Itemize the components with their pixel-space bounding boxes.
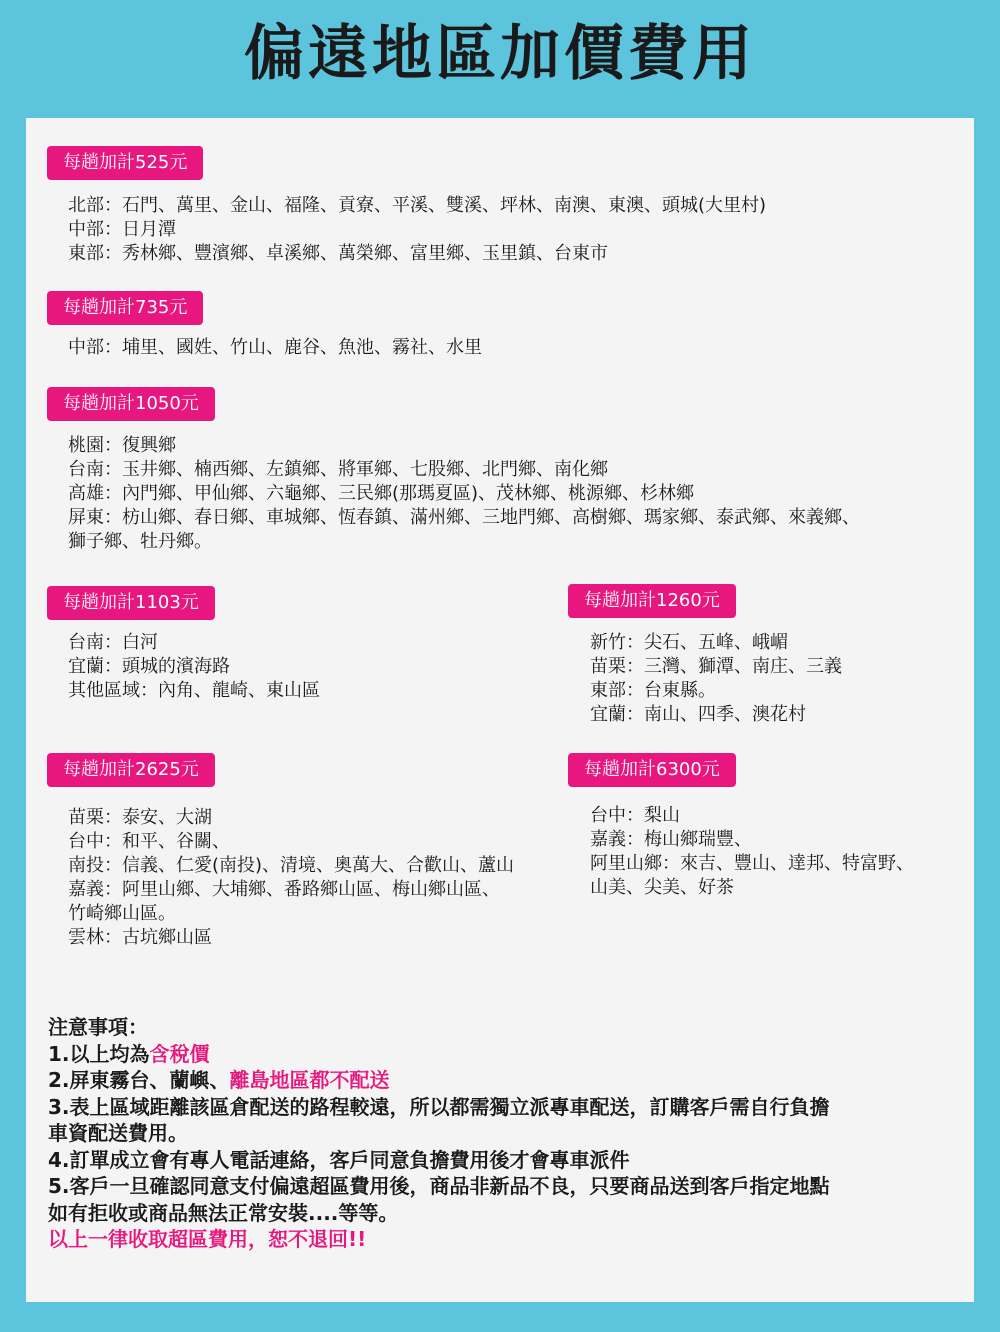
- note-3-line-1: 3.表上區域距離該區倉配送的路程較遠，所以都需獨立派專車配送，訂購客戶需自行負擔: [48, 1094, 830, 1119]
- badge-6300: 每趟加計6300元: [568, 753, 736, 787]
- note-5-line-2: 如有拒收或商品無法正常安裝....等等。: [48, 1200, 399, 1225]
- section-2625-line: 嘉義：阿里山鄉、大埔鄉、番路鄉山區、梅山鄉山區、: [68, 879, 500, 900]
- badge-1050: 每趟加計1050元: [47, 387, 215, 421]
- section-1260-line: 宜蘭：南山、四季、澳花村: [590, 704, 806, 725]
- section-1050-line: 屏東：枋山鄉、春日鄉、車城鄉、恆春鎮、滿州鄉、三地門鄉、高樹鄉、瑪家鄉、泰武鄉、來義鄉、: [68, 507, 860, 528]
- section-1103-list: [68, 631, 320, 703]
- section-735-list: [68, 336, 482, 360]
- section-525-line: 北部：石門、萬里、金山、福隆、貢寮、平溪、雙溪、坪林、南澳、東澳、頭城(大里村): [68, 195, 767, 216]
- section-1260-line: 苗栗：三灣、獅潭、南庄、三義: [590, 656, 842, 677]
- section-1050-line: 高雄：內門鄉、甲仙鄉、六龜鄉、三民鄉(那瑪夏區)、茂林鄉、桃源鄉、杉林鄉: [68, 483, 695, 504]
- section-2625-line: 竹崎鄉山區。: [68, 903, 176, 924]
- section-1050-line: 台南：玉井鄉、楠西鄉、左鎮鄉、將軍鄉、七股鄉、北門鄉、南化鄉: [68, 459, 608, 480]
- badge-1103: 每趟加計1103元: [47, 586, 215, 620]
- badge-1260: 每趟加計1260元: [568, 584, 736, 618]
- notes-section: [48, 1014, 958, 1253]
- section-2625-line: 雲林：古坑鄉山區: [68, 927, 212, 948]
- note-1-highlight: 含稅價: [149, 1041, 210, 1066]
- section-1260-line: 新竹：尖石、五峰、峨嵋: [590, 632, 788, 653]
- section-2625-line: 台中：和平、谷關、: [68, 831, 230, 852]
- section-525-list: [68, 194, 766, 266]
- note-1: [48, 1041, 958, 1068]
- badge-735: 每趟加計735元: [47, 291, 203, 325]
- note-3-line-2: 車資配送費用。: [48, 1121, 188, 1145]
- note-2-highlight: 離島地區都不配送: [229, 1068, 390, 1092]
- section-6300-line: 嘉義：梅山鄉瑞豐、: [590, 829, 752, 850]
- section-525-line: 東部：秀林鄉、豐濱鄉、卓溪鄉、萬榮鄉、富里鄉、玉里鎮、台東市: [68, 243, 608, 264]
- final-warning: 以上一律收取超區費用，恕不退回!!: [48, 1227, 367, 1251]
- note-1-text: 1.以上均為: [48, 1041, 150, 1066]
- section-1103-line: 台南：白河: [68, 632, 158, 653]
- section-1050-list: [68, 434, 860, 554]
- section-1050-line: 桃園：復興鄉: [68, 435, 176, 456]
- content-panel: [26, 118, 974, 1302]
- section-2625-list: [68, 806, 514, 950]
- section-6300-line: 山美、尖美、好茶: [590, 877, 734, 898]
- badge-525: 每趟加計525元: [47, 146, 203, 180]
- page-title: 偏遠地區加價費用: [244, 19, 756, 89]
- section-6300-line: 台中：梨山: [590, 805, 680, 826]
- section-2625-line: 南投：信義、仁愛(南投)、清境、奧萬大、合歡山、蘆山: [68, 855, 515, 876]
- note-2-text: 2.屏東霧台、蘭嶼、: [48, 1068, 230, 1092]
- section-2625-line: 苗栗：泰安、大湖: [68, 807, 212, 828]
- note-5-line-1: 5.客戶一旦確認同意支付偏遠超區費用後，商品非新品不良，只要商品送到客戶指定地點: [48, 1174, 830, 1198]
- section-1260-line: 東部：台東縣。: [590, 680, 716, 701]
- notes-heading: 注意事項：: [48, 1015, 148, 1039]
- section-525-line: 中部：日月潭: [68, 219, 176, 240]
- section-6300-list: [590, 804, 914, 900]
- note-4: 4.訂單成立會有專人電話連絡，客戶同意負擔費用後才會專車派件: [48, 1147, 630, 1172]
- section-1103-line: 其他區域：內角、龍崎、東山區: [68, 680, 320, 701]
- badge-2625: 每趟加計2625元: [47, 753, 215, 787]
- section-6300-line: 阿里山鄉：來吉、豐山、達邦、特富野、: [590, 853, 914, 874]
- section-735-line: 中部：埔里、國姓、竹山、鹿谷、魚池、霧社、水里: [68, 337, 482, 358]
- note-2: [48, 1067, 958, 1094]
- section-1103-line: 宜蘭：頭城的濱海路: [68, 656, 230, 677]
- section-1050-line: 獅子鄉、牡丹鄉。: [68, 531, 212, 552]
- section-1260-list: [590, 631, 842, 727]
